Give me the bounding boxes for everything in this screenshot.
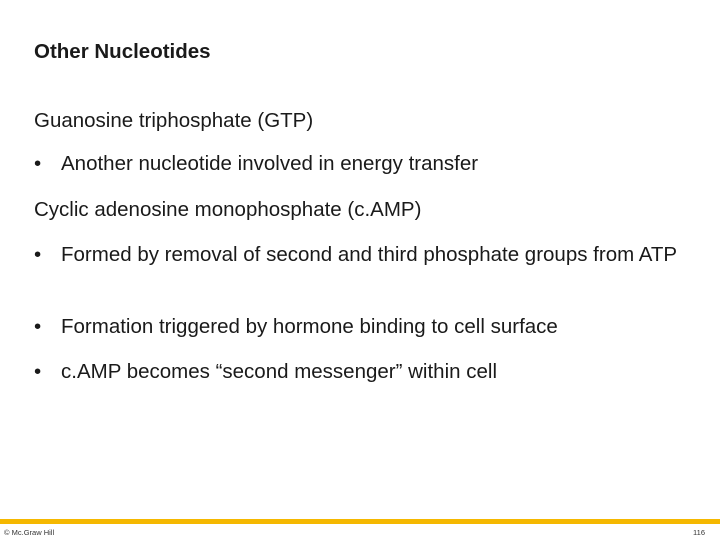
footer-accent-bar bbox=[0, 519, 720, 524]
bullet-text: Formed by removal of second and third phosphate groups from ATP bbox=[61, 243, 678, 266]
section-heading-camp: Cyclic adenosine monophosphate (c.AMP) bbox=[34, 198, 422, 221]
bullet-dot-icon: • bbox=[34, 360, 42, 383]
page-number: 116 bbox=[693, 528, 705, 537]
bullet-dot-icon: • bbox=[34, 315, 42, 338]
bullet-text: c.AMP becomes “second messenger” within cell bbox=[61, 360, 497, 383]
bullet-item bbox=[34, 358, 694, 386]
bullet-text: Another nucleotide involved in energy transfer bbox=[61, 152, 479, 175]
bullet-text: Formation triggered by hormone binding to cell surface bbox=[61, 315, 558, 338]
bullet-item bbox=[34, 150, 694, 178]
bullet-item bbox=[34, 313, 694, 341]
footer-copyright: © Mc.Graw Hill bbox=[4, 528, 55, 537]
bullet-dot-icon: • bbox=[34, 243, 42, 266]
bullet-dot-icon: • bbox=[34, 152, 42, 175]
bullet-item bbox=[34, 241, 694, 269]
section-heading-gtp: Guanosine triphosphate (GTP) bbox=[34, 109, 314, 132]
slide-title: Other Nucleotides bbox=[34, 40, 211, 63]
